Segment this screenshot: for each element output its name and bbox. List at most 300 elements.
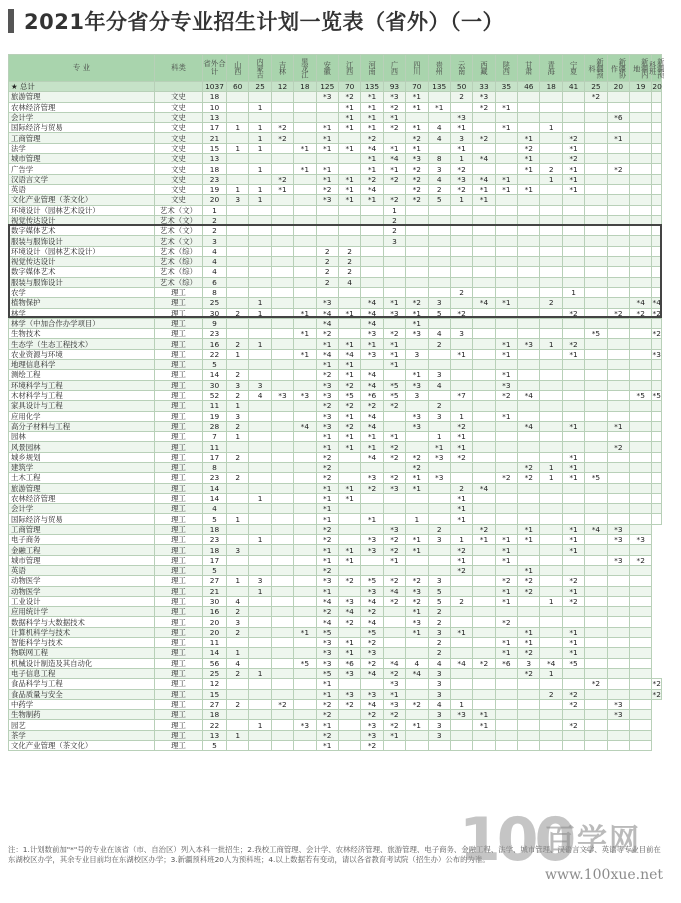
count-cell bbox=[630, 596, 652, 606]
count-cell bbox=[495, 287, 517, 297]
count-cell bbox=[562, 318, 584, 328]
count-cell: 3 bbox=[450, 329, 472, 339]
category-cell: 理工 bbox=[155, 390, 203, 400]
count-cell: *2 bbox=[338, 380, 360, 390]
count-cell bbox=[540, 710, 562, 720]
count-cell bbox=[540, 442, 562, 452]
count-cell: 1 bbox=[249, 308, 271, 318]
count-cell: *1 bbox=[518, 524, 540, 534]
count-cell bbox=[607, 432, 629, 442]
count-cell bbox=[540, 195, 562, 205]
category-cell: 文史 bbox=[155, 184, 203, 194]
count-cell bbox=[271, 617, 293, 627]
count-cell: *2 bbox=[450, 184, 472, 194]
count-cell: 5 bbox=[203, 360, 227, 370]
count-cell: *3 bbox=[406, 380, 428, 390]
count-cell: *1 bbox=[495, 123, 517, 133]
category-cell bbox=[155, 82, 203, 92]
count-cell bbox=[338, 524, 360, 534]
count-cell bbox=[227, 741, 249, 751]
count-cell bbox=[630, 617, 652, 627]
count-cell: *1 bbox=[450, 493, 472, 503]
count-cell: *2 bbox=[383, 329, 405, 339]
count-cell bbox=[607, 205, 629, 215]
count-cell bbox=[607, 123, 629, 133]
count-cell: *5 bbox=[361, 627, 383, 637]
count-cell: *2 bbox=[473, 524, 495, 534]
count-cell bbox=[294, 339, 316, 349]
count-cell: *1 bbox=[316, 143, 338, 153]
count-cell bbox=[585, 308, 607, 318]
table-row bbox=[9, 267, 662, 277]
count-cell: *2 bbox=[406, 596, 428, 606]
count-cell: *1 bbox=[562, 452, 584, 462]
count-cell bbox=[294, 730, 316, 740]
count-cell bbox=[361, 493, 383, 503]
count-cell: *2 bbox=[473, 133, 495, 143]
count-cell bbox=[271, 246, 293, 256]
count-cell bbox=[652, 452, 662, 462]
count-cell bbox=[495, 154, 517, 164]
category-cell: 艺术（文） bbox=[155, 236, 203, 246]
count-cell bbox=[473, 730, 495, 740]
count-cell: *2 bbox=[383, 710, 405, 720]
count-cell bbox=[630, 257, 652, 267]
count-cell: *2 bbox=[338, 699, 360, 709]
count-cell bbox=[271, 720, 293, 730]
count-cell bbox=[518, 452, 540, 462]
count-cell: *4 bbox=[316, 349, 338, 359]
header-cell: 新疆预科 bbox=[585, 55, 607, 82]
count-cell: *2 bbox=[316, 473, 338, 483]
category-cell: 理工 bbox=[155, 421, 203, 431]
count-cell bbox=[585, 545, 607, 555]
count-cell bbox=[361, 555, 383, 565]
count-cell bbox=[406, 226, 428, 236]
count-cell bbox=[585, 668, 607, 678]
count-cell bbox=[518, 411, 540, 421]
count-cell: 18 bbox=[203, 545, 227, 555]
count-cell: *2 bbox=[338, 617, 360, 627]
category-cell: 理工 bbox=[155, 699, 203, 709]
count-cell bbox=[518, 710, 540, 720]
count-cell: 7 bbox=[203, 432, 227, 442]
count-cell bbox=[227, 246, 249, 256]
count-cell: *1 bbox=[406, 483, 428, 493]
count-cell bbox=[652, 442, 662, 452]
major-cell: 城市管理 bbox=[9, 154, 155, 164]
count-cell bbox=[406, 257, 428, 267]
count-cell: *1 bbox=[450, 432, 472, 442]
count-cell bbox=[271, 576, 293, 586]
major-cell: 应用化学 bbox=[9, 411, 155, 421]
count-cell bbox=[227, 483, 249, 493]
count-cell: *1 bbox=[495, 298, 517, 308]
count-cell bbox=[450, 679, 472, 689]
table-row bbox=[9, 143, 662, 153]
count-cell bbox=[406, 236, 428, 246]
count-cell bbox=[495, 462, 517, 472]
count-cell bbox=[495, 277, 517, 287]
count-cell bbox=[316, 215, 338, 225]
count-cell bbox=[630, 607, 652, 617]
major-cell: 中药学 bbox=[9, 699, 155, 709]
count-cell: *1 bbox=[406, 535, 428, 545]
count-cell: *3 bbox=[383, 308, 405, 318]
count-cell bbox=[473, 555, 495, 565]
count-cell: 1 bbox=[249, 195, 271, 205]
count-cell bbox=[249, 246, 271, 256]
count-cell bbox=[227, 462, 249, 472]
count-cell bbox=[607, 586, 629, 596]
count-cell bbox=[585, 164, 607, 174]
count-cell bbox=[607, 658, 629, 668]
count-cell: 13 bbox=[203, 112, 227, 122]
count-cell: *1 bbox=[383, 432, 405, 442]
count-cell: *4 bbox=[585, 524, 607, 534]
count-cell: *3 bbox=[316, 390, 338, 400]
count-cell bbox=[630, 267, 652, 277]
count-cell bbox=[652, 226, 662, 236]
category-cell: 理工 bbox=[155, 349, 203, 359]
count-cell bbox=[249, 483, 271, 493]
count-cell bbox=[607, 493, 629, 503]
watermark-logo: 100 bbox=[459, 805, 573, 875]
count-cell bbox=[607, 679, 629, 689]
count-cell bbox=[227, 154, 249, 164]
count-cell: 1 bbox=[428, 432, 450, 442]
major-cell: 工商管理 bbox=[9, 524, 155, 534]
count-cell bbox=[518, 514, 540, 524]
count-cell: 1 bbox=[450, 154, 472, 164]
category-cell: 艺术（综） bbox=[155, 267, 203, 277]
count-cell: 4 bbox=[338, 277, 360, 287]
count-cell bbox=[294, 462, 316, 472]
count-cell bbox=[607, 154, 629, 164]
count-cell bbox=[630, 627, 652, 637]
major-cell: 数据科学与大数据技术 bbox=[9, 617, 155, 627]
count-cell bbox=[518, 504, 540, 514]
count-cell bbox=[473, 627, 495, 637]
count-cell: *1 bbox=[495, 535, 517, 545]
count-cell bbox=[271, 555, 293, 565]
count-cell bbox=[562, 432, 584, 442]
count-cell: 3 bbox=[406, 390, 428, 400]
table-row bbox=[9, 730, 662, 740]
count-cell bbox=[294, 112, 316, 122]
count-cell: *1 bbox=[495, 648, 517, 658]
count-cell bbox=[495, 329, 517, 339]
count-cell bbox=[495, 308, 517, 318]
count-cell bbox=[540, 555, 562, 565]
count-cell bbox=[249, 257, 271, 267]
count-cell bbox=[607, 174, 629, 184]
count-cell bbox=[630, 545, 652, 555]
count-cell: 2 bbox=[428, 607, 450, 617]
count-cell: 1 bbox=[227, 143, 249, 153]
count-cell bbox=[249, 504, 271, 514]
count-cell bbox=[428, 421, 450, 431]
count-cell bbox=[473, 689, 495, 699]
count-cell: *1 bbox=[316, 679, 338, 689]
count-cell: 1 bbox=[450, 535, 472, 545]
table-row bbox=[9, 92, 662, 102]
count-cell bbox=[630, 360, 652, 370]
count-cell: *2 bbox=[562, 133, 584, 143]
count-cell: 4 bbox=[227, 596, 249, 606]
count-cell: 3 bbox=[428, 164, 450, 174]
count-cell bbox=[540, 143, 562, 153]
count-cell bbox=[652, 473, 662, 483]
count-cell: *2 bbox=[607, 164, 629, 174]
count-cell bbox=[630, 565, 652, 575]
count-cell bbox=[607, 226, 629, 236]
count-cell bbox=[585, 710, 607, 720]
count-cell bbox=[294, 524, 316, 534]
count-cell bbox=[495, 452, 517, 462]
table-row bbox=[9, 514, 662, 524]
count-cell: *5 bbox=[585, 473, 607, 483]
count-cell: 25 bbox=[585, 82, 607, 92]
count-cell: *1 bbox=[450, 504, 472, 514]
count-cell bbox=[271, 411, 293, 421]
count-cell: *1 bbox=[562, 184, 584, 194]
count-cell: *3 bbox=[450, 174, 472, 184]
count-cell bbox=[630, 143, 652, 153]
count-cell bbox=[630, 710, 652, 720]
count-cell: *1 bbox=[316, 442, 338, 452]
count-cell: *3 bbox=[338, 689, 360, 699]
table-row bbox=[9, 205, 662, 215]
count-cell bbox=[271, 112, 293, 122]
count-cell bbox=[383, 638, 405, 648]
count-cell: 5 bbox=[203, 741, 227, 751]
count-cell bbox=[271, 483, 293, 493]
count-cell: 2 bbox=[227, 473, 249, 483]
count-cell: 25 bbox=[249, 82, 271, 92]
count-cell bbox=[562, 380, 584, 390]
count-cell bbox=[450, 318, 472, 328]
count-cell bbox=[518, 617, 540, 627]
count-cell: *2 bbox=[271, 699, 293, 709]
table-row bbox=[9, 638, 662, 648]
count-cell bbox=[428, 390, 450, 400]
count-cell bbox=[630, 679, 652, 689]
count-cell bbox=[652, 112, 662, 122]
major-cell: 木材科学与工程 bbox=[9, 390, 155, 400]
count-cell bbox=[271, 535, 293, 545]
count-cell bbox=[249, 545, 271, 555]
count-cell: *1 bbox=[518, 184, 540, 194]
header-cell: 吉林 bbox=[271, 55, 293, 82]
count-cell bbox=[294, 648, 316, 658]
count-cell: *3 bbox=[361, 535, 383, 545]
count-cell bbox=[540, 215, 562, 225]
count-cell bbox=[540, 205, 562, 215]
count-cell bbox=[271, 432, 293, 442]
count-cell: *2 bbox=[450, 421, 472, 431]
count-cell: 1 bbox=[249, 164, 271, 174]
count-cell: *3 bbox=[518, 339, 540, 349]
count-cell: *4 bbox=[361, 370, 383, 380]
count-cell: *1 bbox=[294, 329, 316, 339]
table-row bbox=[9, 370, 662, 380]
count-cell bbox=[630, 174, 652, 184]
count-cell bbox=[518, 308, 540, 318]
count-cell: *2 bbox=[562, 689, 584, 699]
count-cell: *3 bbox=[406, 421, 428, 431]
count-cell bbox=[473, 576, 495, 586]
count-cell bbox=[607, 318, 629, 328]
count-cell bbox=[294, 123, 316, 133]
count-cell: *1 bbox=[518, 565, 540, 575]
count-cell: *3 bbox=[316, 648, 338, 658]
count-cell bbox=[473, 545, 495, 555]
count-cell: *3 bbox=[383, 524, 405, 534]
count-cell bbox=[428, 545, 450, 555]
count-cell bbox=[518, 277, 540, 287]
count-cell bbox=[585, 205, 607, 215]
count-cell: 4 bbox=[428, 133, 450, 143]
count-cell bbox=[450, 730, 472, 740]
count-cell bbox=[652, 287, 662, 297]
count-cell: 18 bbox=[203, 164, 227, 174]
count-cell: 1 bbox=[450, 411, 472, 421]
category-cell: 文史 bbox=[155, 164, 203, 174]
category-cell: 文史 bbox=[155, 102, 203, 112]
count-cell bbox=[450, 524, 472, 534]
count-cell: 18 bbox=[540, 82, 562, 92]
count-cell: *4 bbox=[361, 411, 383, 421]
count-cell: 23 bbox=[203, 174, 227, 184]
count-cell bbox=[495, 164, 517, 174]
count-cell: 1 bbox=[249, 668, 271, 678]
count-cell: 2 bbox=[316, 246, 338, 256]
category-cell: 理工 bbox=[155, 720, 203, 730]
count-cell bbox=[630, 112, 652, 122]
count-cell bbox=[652, 123, 662, 133]
count-cell: 3 bbox=[428, 730, 450, 740]
header-cell: 宁夏 bbox=[562, 55, 584, 82]
count-cell bbox=[227, 555, 249, 565]
count-cell bbox=[428, 318, 450, 328]
count-cell: *1 bbox=[361, 432, 383, 442]
count-cell bbox=[630, 730, 652, 740]
count-cell bbox=[383, 607, 405, 617]
count-cell bbox=[652, 92, 662, 102]
count-cell bbox=[607, 287, 629, 297]
count-cell: 3 bbox=[428, 411, 450, 421]
count-cell: *1 bbox=[562, 627, 584, 637]
count-cell bbox=[585, 483, 607, 493]
count-cell bbox=[562, 329, 584, 339]
count-cell bbox=[473, 246, 495, 256]
category-cell: 理工 bbox=[155, 339, 203, 349]
major-cell: 城市管理 bbox=[9, 555, 155, 565]
count-cell bbox=[585, 174, 607, 184]
count-cell bbox=[428, 483, 450, 493]
count-cell: *3 bbox=[316, 421, 338, 431]
count-cell bbox=[630, 205, 652, 215]
count-cell bbox=[518, 349, 540, 359]
count-cell: *2 bbox=[518, 462, 540, 472]
count-cell: *1 bbox=[338, 545, 360, 555]
count-cell bbox=[361, 257, 383, 267]
count-cell bbox=[518, 123, 540, 133]
count-cell bbox=[227, 720, 249, 730]
count-cell bbox=[271, 215, 293, 225]
count-cell: 2 bbox=[227, 668, 249, 678]
count-cell: 5 bbox=[203, 565, 227, 575]
count-cell: 4 bbox=[428, 699, 450, 709]
count-cell bbox=[518, 689, 540, 699]
count-cell: *4 bbox=[361, 308, 383, 318]
count-cell bbox=[630, 741, 652, 751]
count-cell: *1 bbox=[518, 627, 540, 637]
header-cell: 新疆预科班 bbox=[652, 55, 662, 82]
count-cell: 2 bbox=[450, 92, 472, 102]
count-cell: *3 bbox=[607, 699, 629, 709]
category-cell: 理工 bbox=[155, 545, 203, 555]
count-cell bbox=[607, 483, 629, 493]
category-cell: 理工 bbox=[155, 730, 203, 740]
count-cell: *1 bbox=[383, 689, 405, 699]
count-cell bbox=[294, 432, 316, 442]
count-cell bbox=[406, 730, 428, 740]
count-cell bbox=[249, 452, 271, 462]
count-cell bbox=[540, 102, 562, 112]
count-cell: *1 bbox=[450, 627, 472, 637]
count-cell: 20 bbox=[652, 82, 662, 92]
count-cell bbox=[294, 205, 316, 215]
count-cell bbox=[249, 267, 271, 277]
count-cell bbox=[271, 102, 293, 112]
count-cell: *3 bbox=[607, 710, 629, 720]
table-row bbox=[9, 390, 662, 400]
count-cell bbox=[518, 493, 540, 503]
count-cell: *1 bbox=[361, 102, 383, 112]
count-cell bbox=[495, 143, 517, 153]
count-cell bbox=[428, 565, 450, 575]
count-cell bbox=[249, 329, 271, 339]
table-row bbox=[9, 226, 662, 236]
count-cell: *2 bbox=[473, 102, 495, 112]
count-cell bbox=[495, 401, 517, 411]
count-cell bbox=[271, 638, 293, 648]
count-cell: *3 bbox=[316, 638, 338, 648]
count-cell bbox=[540, 730, 562, 740]
category-cell: 文史 bbox=[155, 154, 203, 164]
header-cell: 内蒙古 bbox=[249, 55, 271, 82]
count-cell: *2 bbox=[316, 401, 338, 411]
count-cell: *1 bbox=[562, 462, 584, 472]
count-cell: 4 bbox=[203, 246, 227, 256]
count-cell: *2 bbox=[406, 133, 428, 143]
count-cell bbox=[518, 236, 540, 246]
count-cell bbox=[607, 452, 629, 462]
count-cell bbox=[540, 308, 562, 318]
count-cell bbox=[227, 360, 249, 370]
count-cell bbox=[540, 586, 562, 596]
count-cell: *1 bbox=[562, 164, 584, 174]
count-cell bbox=[652, 411, 662, 421]
count-cell bbox=[383, 370, 405, 380]
count-cell: 1 bbox=[249, 133, 271, 143]
count-cell bbox=[540, 318, 562, 328]
count-cell: *3 bbox=[406, 329, 428, 339]
count-cell bbox=[271, 143, 293, 153]
major-cell: 旅游管理 bbox=[9, 483, 155, 493]
